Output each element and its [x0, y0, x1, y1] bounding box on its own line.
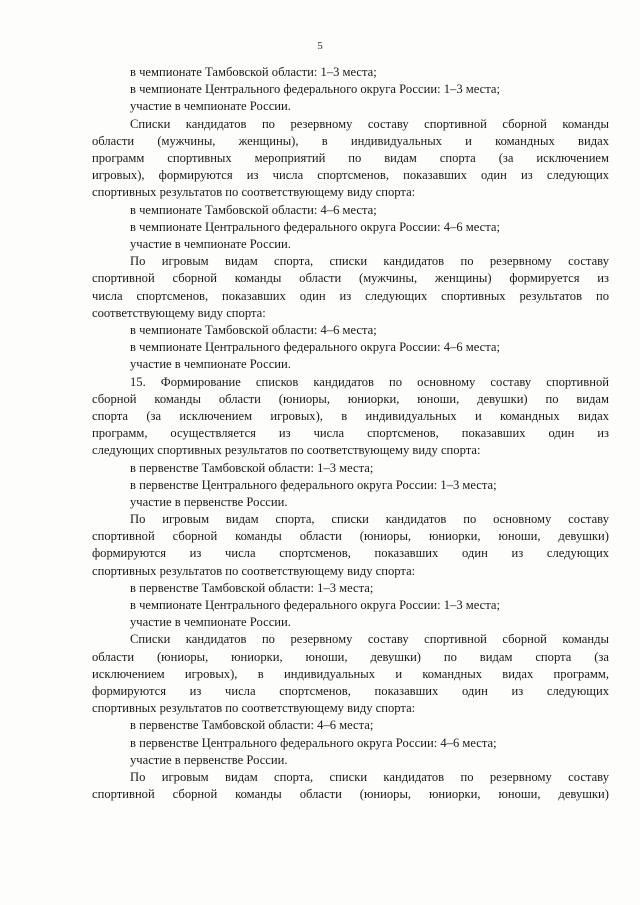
- text-line: в первенстве Тамбовской области: 4–6 места;: [130, 718, 374, 733]
- text-line: участие в чемпионате России.: [130, 615, 291, 630]
- text-line: Списки кандидатов по резервному составу спортивной сборной команды: [130, 632, 609, 647]
- text-line: участие в первенстве России.: [130, 494, 288, 509]
- text-line: программ, осуществляется из числа спортсменов, показавших один из: [92, 426, 609, 441]
- text-line: сборной команды области (юниоры, юниорки, юноши, девушки) по видам: [92, 391, 609, 406]
- text-line: спортивных результатов по соответствующему виду спорта:: [92, 185, 416, 200]
- text-line: спортивной сборной команды области (юниоры, юниорки, юноши, девушки): [92, 787, 609, 802]
- text-line: Списки кандидатов по резервному составу спортивной сборной команды: [130, 116, 609, 131]
- text-line: в первенстве Центрального федерального округа России: 1–3 места;: [130, 477, 497, 492]
- text-line: спортивной сборной команды области (мужчины, женщины) формируется из: [92, 271, 609, 286]
- text-line: в чемпионате Тамбовской области: 4–6 места;: [130, 322, 377, 337]
- text-line: спортивных результатов по соответствующему виду спорта:: [92, 563, 416, 578]
- text-line: формируются из числа спортсменов, показавших один из следующих: [92, 684, 609, 699]
- text-line: По игровым видам спорта, списки кандидатов по резервному составу: [130, 770, 609, 785]
- text-line: По игровым видам спорта, списки кандидатов по резервному составу: [130, 254, 609, 269]
- text-line: программ спортивных мероприятий по видам спорта (за исключением: [92, 150, 609, 165]
- text-line: в первенстве Тамбовской области: 1–3 места;: [130, 580, 374, 595]
- text-line: По игровым видам спорта, списки кандидатов по основному составу: [130, 512, 609, 527]
- text-line: участие в чемпионате России.: [130, 357, 291, 372]
- text-line: участие в чемпионате России.: [130, 236, 291, 251]
- text-line: в чемпионате Тамбовской области: 1–3 места;: [130, 65, 377, 79]
- text-line: игровых), формируются из числа спортсменов, показавших один из следующих: [92, 168, 609, 183]
- text-line: спортивных результатов по соответствующему виду спорта:: [92, 701, 416, 716]
- text-line: формируются из числа спортсменов, показавших один из следующих: [92, 546, 609, 561]
- text-line: в чемпионате Центрального федерального округа России: 4–6 места;: [130, 219, 500, 234]
- text-line: в чемпионате Тамбовской области: 4–6 места;: [130, 202, 377, 217]
- text-line: в первенстве Центрального федерального округа России: 4–6 места;: [130, 735, 497, 750]
- page-number: 5: [317, 40, 323, 52]
- text-line: соответствующему виду спорта:: [92, 305, 266, 320]
- text-line: в чемпионате Центрального федерального округа России: 1–3 места;: [130, 598, 500, 613]
- text-line: в первенстве Тамбовской области: 1–3 места;: [130, 460, 374, 475]
- text-line: в чемпионате Центрального федерального округа России: 1–3 места;: [130, 82, 500, 97]
- text-line: 15. Формирование списков кандидатов по основному составу спортивной: [130, 374, 609, 389]
- text-line: спортивной сборной команды области (юниоры, юниорки, юноши, девушки): [92, 529, 609, 544]
- text-line: участие в первенстве России.: [130, 752, 288, 767]
- text-line: в чемпионате Центрального федерального округа России: 4–6 места;: [130, 340, 500, 355]
- text-line: области (юниоры, юниорки, юноши, девушки) по видам спорта (за: [92, 649, 609, 664]
- document-body: [92, 64, 609, 803]
- text-line: числа спортсменов, показавших один из следующих спортивных результатов по: [92, 288, 609, 303]
- text-line: исключением игровых), в индивидуальных и командных видах программ,: [92, 666, 609, 681]
- text-line: участие в чемпионате России.: [130, 99, 291, 114]
- text-line: области (мужчины, женщины), в индивидуальных и командных видах: [92, 133, 609, 148]
- text-line: спорта (за исключением игровых), в индивидуальных и командных видах: [92, 408, 609, 423]
- text-line: следующих спортивных результатов по соответствующему виду спорта:: [92, 443, 481, 458]
